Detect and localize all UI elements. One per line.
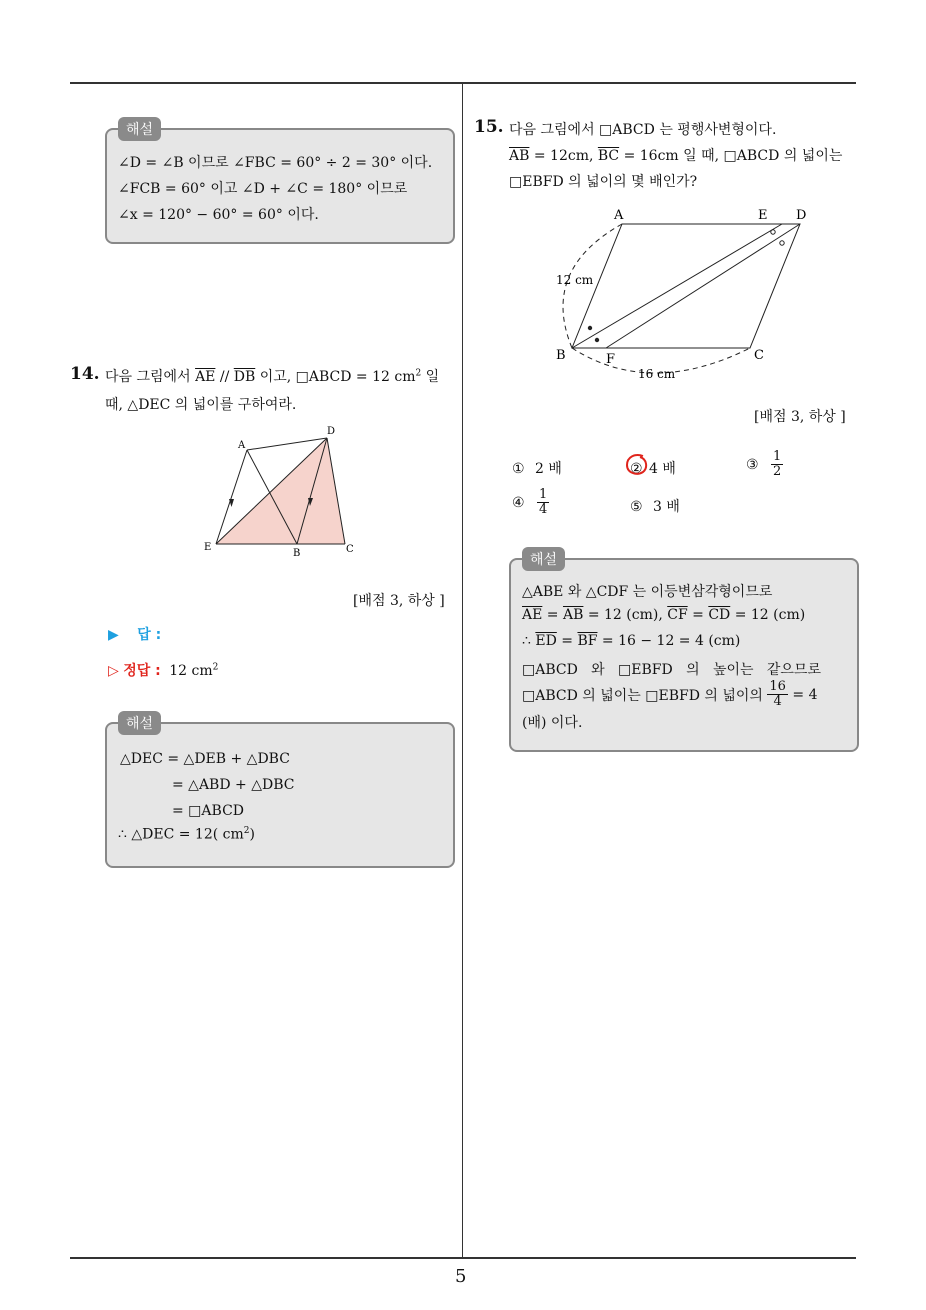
q14-label-e: E bbox=[204, 542, 212, 553]
q15-number: 15. bbox=[474, 117, 504, 137]
q14-seg-ae: $\overline{AE}$ bbox=[195, 369, 216, 385]
column-divider bbox=[462, 84, 463, 1258]
q14-correct-sup: 2 bbox=[212, 662, 219, 673]
q14-score: [배점 3, 하상 ] bbox=[353, 593, 445, 609]
q15-label-c: C bbox=[754, 348, 764, 363]
q14-label-a: A bbox=[238, 440, 246, 451]
q14-answer-row[interactable] bbox=[108, 624, 161, 644]
q15-score: [배점 3, 하상 ] bbox=[754, 409, 846, 425]
q15-choice-3-num: 1 bbox=[773, 449, 782, 464]
q14-solution-line-1: △DEC = △DEB + △DBC bbox=[120, 751, 290, 767]
q15-circle-mark-2 bbox=[780, 241, 784, 245]
q15-line2-a: = 12cm, bbox=[529, 148, 598, 164]
page-number: 5 bbox=[455, 1266, 467, 1287]
q15-sol-l2-a: = bbox=[542, 607, 563, 623]
q15-sol-l2-b: = 12 (cm), bbox=[583, 607, 668, 623]
q15-solution-line-5 bbox=[522, 680, 817, 710]
q15-seg-bc: $\overline{BC}$ bbox=[597, 148, 620, 164]
q15-choice-3[interactable] bbox=[746, 450, 783, 480]
q15-choice-5-mark: ⑤ bbox=[630, 499, 643, 515]
q15-solution-line-1: △ABE 와 △CDF 는 이등변삼각형이므로 bbox=[522, 584, 773, 600]
q15-solution-line-6: (배) 이다. bbox=[522, 715, 583, 731]
q15-line-be bbox=[572, 224, 782, 348]
q13-solution-line-3: ∠x = 120° − 60° = 60° 이다. bbox=[118, 207, 319, 223]
q14-label-d: D bbox=[327, 426, 336, 437]
q15-line2-b: = 16cm 일 때, □ABCD 의 넓이는 bbox=[619, 148, 843, 164]
q15-sol-l2-d: = 12 (cm) bbox=[730, 607, 806, 623]
q14-question-line-1 bbox=[105, 366, 439, 386]
q15-label-b: B bbox=[556, 348, 566, 363]
q14-seg-db: $\overline{DB}$ bbox=[233, 369, 256, 385]
q15-question-line-1: 다음 그림에서 □ABCD 는 평행사변형이다. bbox=[509, 122, 777, 138]
q15-choice-4-mark: ④ bbox=[512, 494, 525, 511]
q15-choice-3-den: 2 bbox=[773, 464, 782, 480]
q15-solution-line-4: □ABCD 와 □EBFD 의 높이는 같으므로 bbox=[522, 662, 821, 678]
q15-sol-seg-cf: $\overline{CF}$ bbox=[667, 607, 688, 623]
q14-solution-sup: 2 bbox=[243, 826, 250, 836]
q14-line-ad bbox=[247, 438, 327, 450]
q15-figure bbox=[540, 200, 830, 390]
q15-label-f: F bbox=[606, 352, 616, 367]
q14-text-b: 이고, □ABCD = 12 cm bbox=[255, 369, 416, 385]
q15-sol-l2-c: = bbox=[687, 607, 709, 623]
q14-figure bbox=[200, 420, 370, 560]
q14-sup: 2 bbox=[415, 368, 422, 379]
q15-choice-3-fraction bbox=[771, 450, 783, 480]
q15-sol-l3-a: ∴ bbox=[522, 633, 536, 649]
q14-text-a: 다음 그림에서 bbox=[105, 369, 191, 385]
q15-sol-l5-a: □ABCD 의 넓이는 □EBFD 의 넓이의 bbox=[522, 687, 768, 704]
q15-choice-4-num: 1 bbox=[539, 487, 548, 502]
q15-label-d: D bbox=[796, 208, 807, 223]
q15-length-ab: 12 cm bbox=[556, 273, 594, 287]
q15-choice-4-den: 4 bbox=[539, 502, 548, 518]
q15-parallelogram bbox=[572, 224, 800, 348]
q15-sol-l5-b: = 4 bbox=[787, 686, 818, 703]
q14-text-c: 일 bbox=[421, 369, 440, 385]
q15-circle-mark-1 bbox=[771, 230, 775, 234]
q14-label-b: B bbox=[293, 548, 301, 559]
q15-label-a: A bbox=[614, 208, 624, 223]
q14-solution-line-3: = □ABCD bbox=[172, 803, 245, 819]
q14-solution-line-4-text: ∴ △DEC = 12( cm bbox=[118, 826, 244, 843]
q15-solution-tag: 해설 bbox=[522, 547, 565, 571]
bottom-rule bbox=[70, 1257, 856, 1259]
q14-solution-line-4 bbox=[118, 826, 255, 843]
q15-sol-frac-num: 16 bbox=[769, 679, 786, 694]
q15-sol-l3-b: = bbox=[556, 633, 578, 649]
q14-answer-label: 답 : bbox=[137, 627, 162, 643]
q15-sol-fraction bbox=[767, 680, 788, 710]
q14-solution-line-2: = △ABD + △DBC bbox=[172, 777, 295, 793]
q15-sol-frac-den: 4 bbox=[773, 694, 782, 710]
q14-solution-tag: 해설 bbox=[118, 711, 161, 735]
q15-choice-1-text: 2 배 bbox=[535, 461, 562, 477]
q13-solution-tag: 해설 bbox=[118, 117, 161, 141]
q15-solution-line-3 bbox=[522, 633, 740, 649]
q15-choice-4-fraction bbox=[537, 488, 549, 518]
q13-solution-line-1: ∠D = ∠B 이므로 ∠FBC = 60° ÷ 2 = 30° 이다. bbox=[118, 155, 433, 171]
q14-question-line-2: 때, △DEC 의 넓이를 구하여라. bbox=[105, 397, 297, 413]
q14-correct-value: 12 cm bbox=[169, 663, 213, 679]
q15-choice-2-selected-circle bbox=[623, 451, 651, 479]
q15-choice-1[interactable] bbox=[512, 458, 562, 478]
q15-sol-seg-ae: $\overline{AE}$ bbox=[522, 607, 543, 623]
q14-solution-close: ) bbox=[249, 826, 255, 843]
q15-dot-1 bbox=[588, 326, 592, 330]
q13-solution-line-2: ∠FCB = 60° 이고 ∠D + ∠C = 180° 이므로 bbox=[118, 181, 408, 197]
q15-dot-2 bbox=[595, 338, 599, 342]
q15-seg-ab: $\overline{AB}$ bbox=[509, 148, 530, 164]
q15-choice-1-mark: ① bbox=[512, 461, 525, 477]
q14-solution-box bbox=[105, 722, 455, 868]
q15-choice-4[interactable] bbox=[512, 488, 549, 518]
q15-sol-seg-ab: $\overline{AB}$ bbox=[562, 607, 584, 623]
q15-choice-2-mark: ② bbox=[630, 461, 643, 477]
q15-sol-l3-c: = 16 − 12 = 4 (cm) bbox=[597, 633, 741, 649]
q15-sol-seg-ed: $\overline{ED}$ bbox=[535, 633, 557, 649]
q14-correct-label: 정답 : bbox=[123, 663, 161, 679]
q15-line-fd bbox=[606, 224, 800, 348]
q14-answer-marker: ▶ bbox=[108, 627, 119, 643]
q14-parallel: // bbox=[215, 369, 234, 385]
q15-sol-seg-bf: $\overline{BF}$ bbox=[577, 633, 598, 649]
q15-solution-line-2 bbox=[522, 607, 805, 623]
q15-choice-2-text: 4 배 bbox=[649, 461, 676, 477]
q15-length-bc: 16 cm bbox=[638, 367, 676, 381]
q15-choice-3-mark: ③ bbox=[746, 456, 759, 473]
q14-label-c: C bbox=[346, 544, 354, 555]
q14-number: 14. bbox=[70, 364, 100, 384]
top-rule bbox=[70, 82, 856, 84]
q15-choice-5-text: 3 배 bbox=[653, 499, 680, 515]
q14-triangle-dec-fill bbox=[216, 438, 345, 544]
q15-label-e: E bbox=[758, 208, 768, 223]
q14-correct-row bbox=[108, 660, 218, 680]
q14-correct-marker: ▷ bbox=[108, 663, 119, 679]
q15-sol-seg-cd: $\overline{CD}$ bbox=[708, 607, 731, 623]
q15-choice-5[interactable] bbox=[630, 496, 680, 516]
q15-question-line-2 bbox=[509, 145, 842, 165]
q15-question-line-3: □EBFD 의 넓이의 몇 배인가? bbox=[509, 174, 698, 190]
